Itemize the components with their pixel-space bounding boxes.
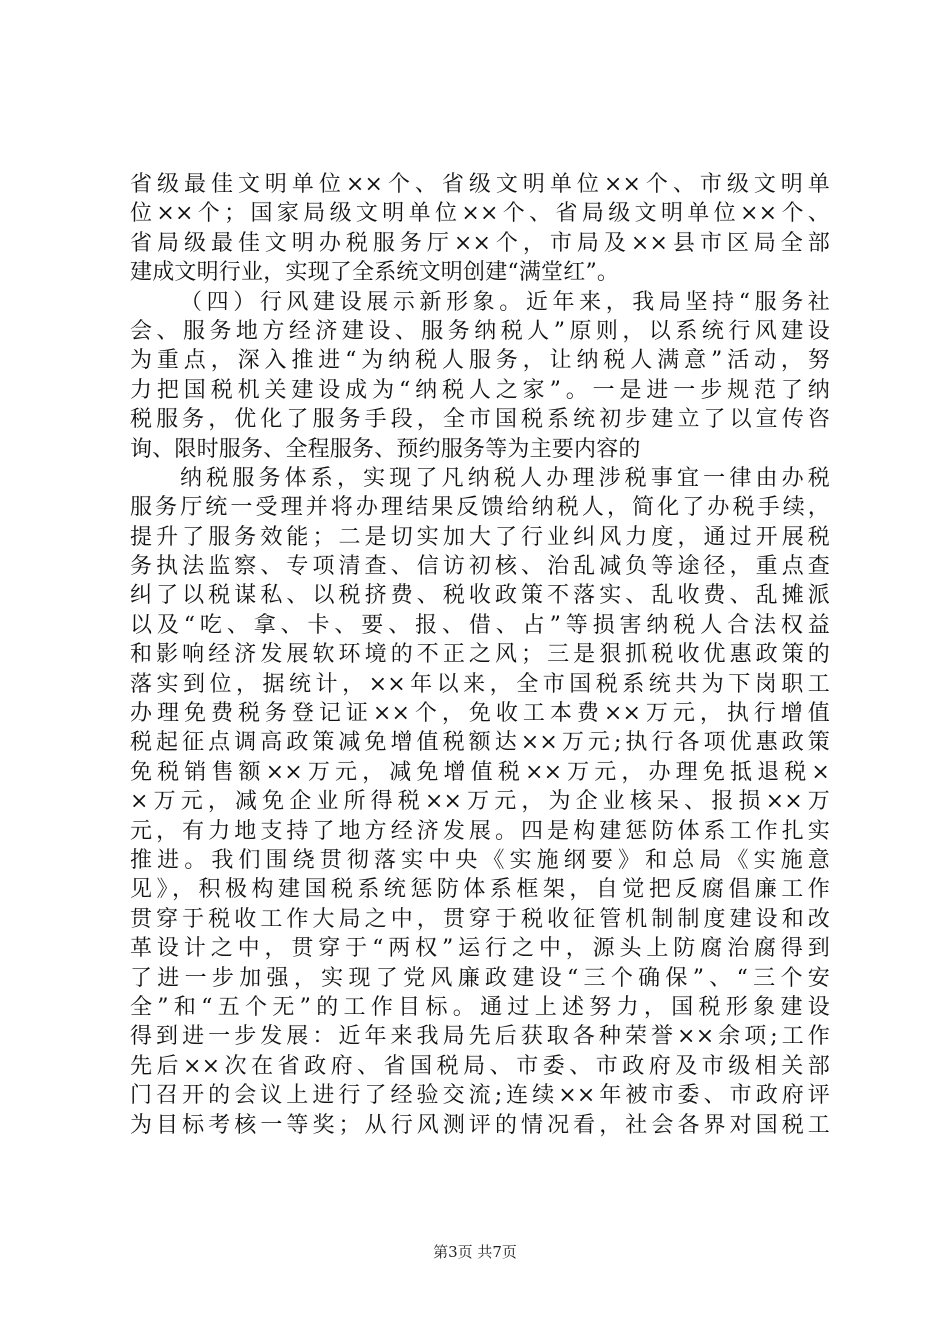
text-line: ×万元，减免企业所得税××万元，为企业核呆、报损××万 — [130, 789, 830, 815]
text-line: 得到进一步发展：近年来我局先后获取各种荣誉××余项;工作 — [130, 1024, 830, 1050]
text-line: 纠了以税谋私、以税挤费、税收政策不落实、乱收费、乱摊派 — [130, 583, 830, 609]
text-line: 推进。我们围绕贯彻落实中央《实施纲要》和总局《实施意 — [130, 847, 830, 873]
text-line: 税服务，优化了服务手段，全市国税系统初步建立了以宣传咨 — [130, 407, 830, 433]
text-line: 省级最佳文明单位××个、省级文明单位××个、市级文明单 — [130, 172, 830, 197]
text-line: 服务厅统一受理并将办理结果反馈给纳税人，简化了办税手续， — [130, 495, 830, 521]
text-line: 建成文明行业，实现了全系统文明创建“满堂红”。 — [130, 260, 620, 286]
text-line: 门召开的会议上进行了经验交流;连续××年被市委、市政府评 — [130, 1083, 830, 1109]
text-line: 询、限时服务、全程服务、预约服务等为主要内容的 — [130, 436, 641, 462]
paragraph-start-line: 纳税服务体系，实现了凡纳税人办理涉税事宜一律由办税 — [180, 465, 830, 491]
text-line: 税起征点调高政策减免增值税额达××万元;执行各项优惠政策 — [130, 730, 830, 756]
text-line: 会、服务地方经济建设、服务纳税人”原则，以系统行风建设 — [130, 318, 830, 344]
text-line: 力把国税机关建设成为“纳税人之家”。一是进一步规范了纳 — [130, 377, 830, 403]
text-line: 元，有力地支持了地方经济发展。四是构建惩防体系工作扎实 — [130, 818, 830, 844]
text-line: 贯穿于税收工作大局之中，贯穿于税收征管机制制度建设和改 — [130, 906, 830, 932]
document-body — [130, 170, 830, 1140]
text-line: 省局级最佳文明办税服务厅××个，市局及××县市区局全部 — [130, 230, 830, 256]
text-line: 免税销售额××万元，减免增值税××万元，办理免抵退税× — [130, 759, 830, 785]
text-line: 务执法监察、专项清查、信访初核、治乱减负等途径，重点查 — [130, 554, 830, 580]
text-line: 提升了服务效能；二是切实加大了行业纠风力度，通过开展税 — [130, 524, 830, 550]
text-line: 革设计之中，贯穿于“两权”运行之中，源头上防腐治腐得到 — [130, 936, 830, 962]
text-line: 和影响经济发展软环境的不正之风；三是狠抓税收优惠政策的 — [130, 642, 830, 668]
text-line: 先后××次在省政府、省国税局、市委、市政府及市级相关部 — [130, 1053, 830, 1079]
text-line: 位××个；国家局级文明单位××个、省局级文明单位××个、 — [130, 201, 830, 227]
text-line: 全”和“五个无”的工作目标。通过上述努力，国税形象建设 — [130, 994, 830, 1020]
paragraph-start-line: （四）行风建设展示新形象。近年来，我局坚持“服务社 — [180, 289, 830, 315]
page-number-footer: 第3页 共7页 — [433, 1243, 517, 1261]
text-line: 了进一步加强，实现了党风廉政建设“三个确保”、“三个安 — [130, 965, 830, 991]
text-line: 落实到位，据统计，××年以来，全市国税系统共为下岗职工 — [130, 671, 830, 697]
text-line: 见》，积极构建国税系统惩防体系框架，自觉把反腐倡廉工作 — [130, 877, 830, 903]
text-line: 为重点，深入推进“为纳税人服务，让纳税人满意”活动，努 — [130, 348, 830, 374]
text-line: 以及“吃、拿、卡、要、报、借、占”等损害纳税人合法权益 — [130, 612, 830, 638]
text-line: 办理免费税务登记证××个，免收工本费××万元，执行增值 — [130, 701, 830, 727]
text-line: 为目标考核一等奖；从行风测评的情况看，社会各界对国税工 — [130, 1112, 830, 1138]
